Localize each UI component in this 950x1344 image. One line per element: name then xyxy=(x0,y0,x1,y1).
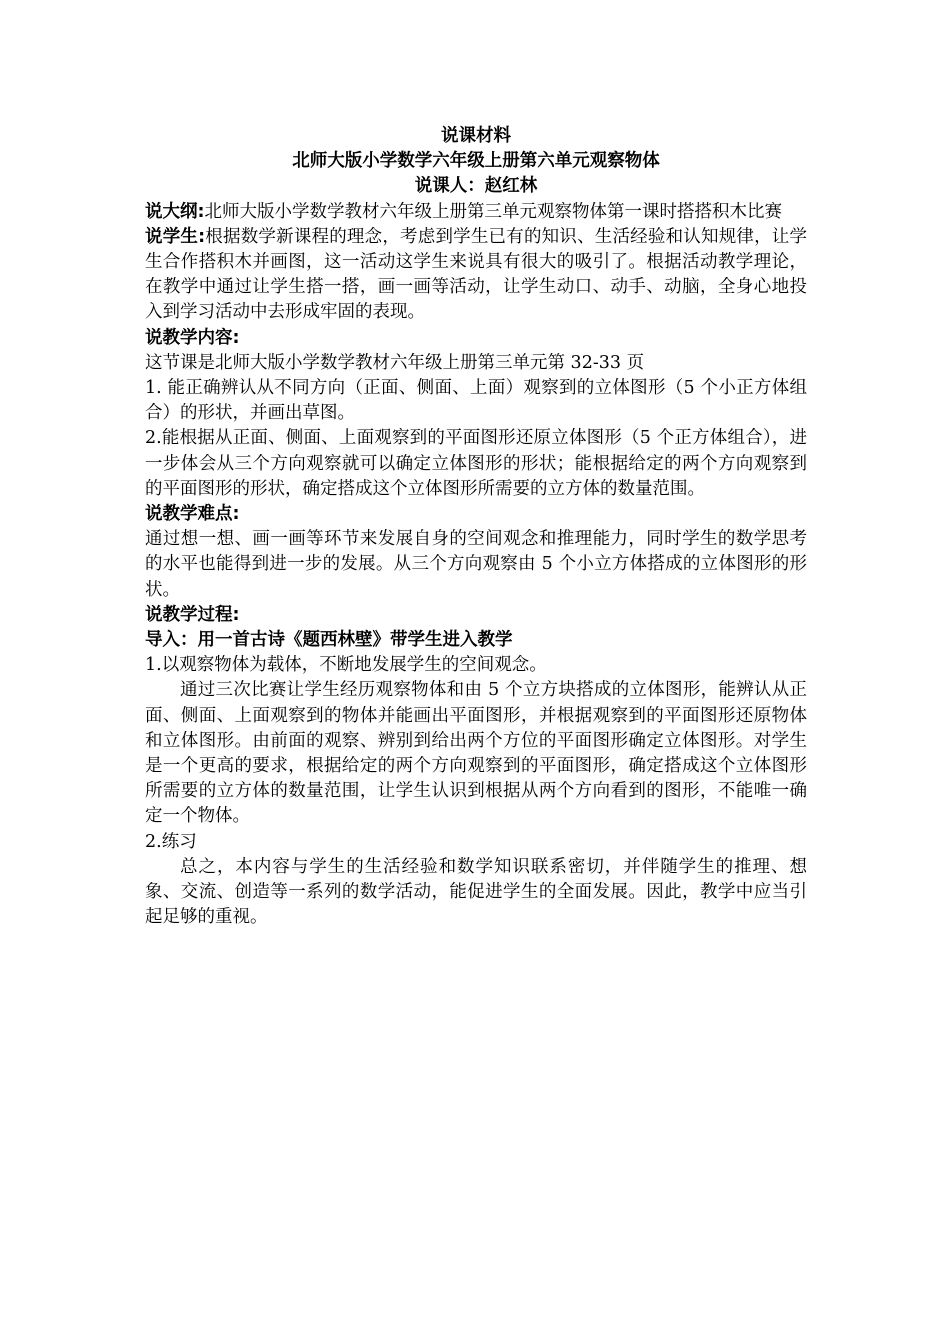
process-intro: 导入：用一首古诗《题西林壁》带学生进入教学 xyxy=(145,630,513,651)
difficulty-heading: 说教学难点: xyxy=(145,504,240,525)
content-item-2: 2.能根据从正面、侧面、上面观察到的平面图形还原立体图形（5 个正方体组合），进一步体会从三个方向观察就可以确定立体图形的形状；能根据给定的两个方向观察到的平面图形的形状，确定搭成这个立体图形所需要的立方体的数量范围。 xyxy=(145,428,807,499)
outline-text: 北师大版小学数学教材六年级上册第三单元观察物体第一课时搭搭积木比赛 xyxy=(204,201,782,222)
document-body xyxy=(145,124,807,931)
process-heading: 说教学过程: xyxy=(145,604,240,625)
content-heading: 说教学内容: xyxy=(145,327,240,348)
difficulty-text: 通过想一想、画一画等环节来发展自身的空间观念和推理能力，同时学生的数学思考的水平也能得到进一步的发展。从三个方向观察由 5 个小立方体搭成的立体图形的形状。 xyxy=(145,529,807,600)
document-subtitle: 北师大版小学数学六年级上册第六单元观察物体 xyxy=(292,151,660,172)
students-label: 说学生: xyxy=(145,226,206,247)
document-title: 说课材料 xyxy=(441,126,511,146)
process-item-2: 2.练习 xyxy=(145,831,197,852)
students-paragraph xyxy=(145,225,807,326)
process-paragraph-1: 通过三次比赛让学生经历观察物体和由 5 个立方块搭成的立体图形，能辨认从正面、侧面、上面观察到的物体并能画出平面图形，并根据观察到的平面图形还原物体和立体图形。由前面的观察、辨别到给出两个方位的平面图形确定立体图形。对学生是一个更高的要求，根据给定的两个方向观察到的平面图形，确定搭成这个立体图形所需要的立方体的数量范围，让学生认识到根据从两个方向看到的图形，不能唯一确定一个物体。 xyxy=(145,680,807,827)
process-item-1: 1.以观察物体为载体，不断地发展学生的空间观念。 xyxy=(145,655,547,676)
content-item-1: 1. 能正确辨认从不同方向（正面、侧面、上面）观察到的立体图形（5 个小正方体组合）的形状，并画出草图。 xyxy=(145,378,807,424)
summary-paragraph: 总之，本内容与学生的生活经验和数学知识联系密切，并伴随学生的推理、想象、交流、创造等一系列的数学活动，能促进学生的全面发展。因此，教学中应当引起足够的重视。 xyxy=(145,856,807,928)
content-intro: 这节课是北师大版小学数学教材六年级上册第三单元第 32-33 页 xyxy=(145,352,645,373)
outline-label: 说大纲: xyxy=(145,201,205,222)
students-text: 根据数学新课程的理念，考虑到学生已有的知识、生活经验和认知规律，让学生合作搭积木并画图，这一活动这学生来说具有很大的吸引了。根据活动教学理论，在教学中通过让学生搭一搭，画一画等活动，让学生动口、动手、动脑，全身心地投入到学习活动中去形成牢固的表现。 xyxy=(145,226,807,323)
outline-paragraph xyxy=(145,200,807,225)
speaker-line: 说课人：赵红林 xyxy=(414,176,538,197)
